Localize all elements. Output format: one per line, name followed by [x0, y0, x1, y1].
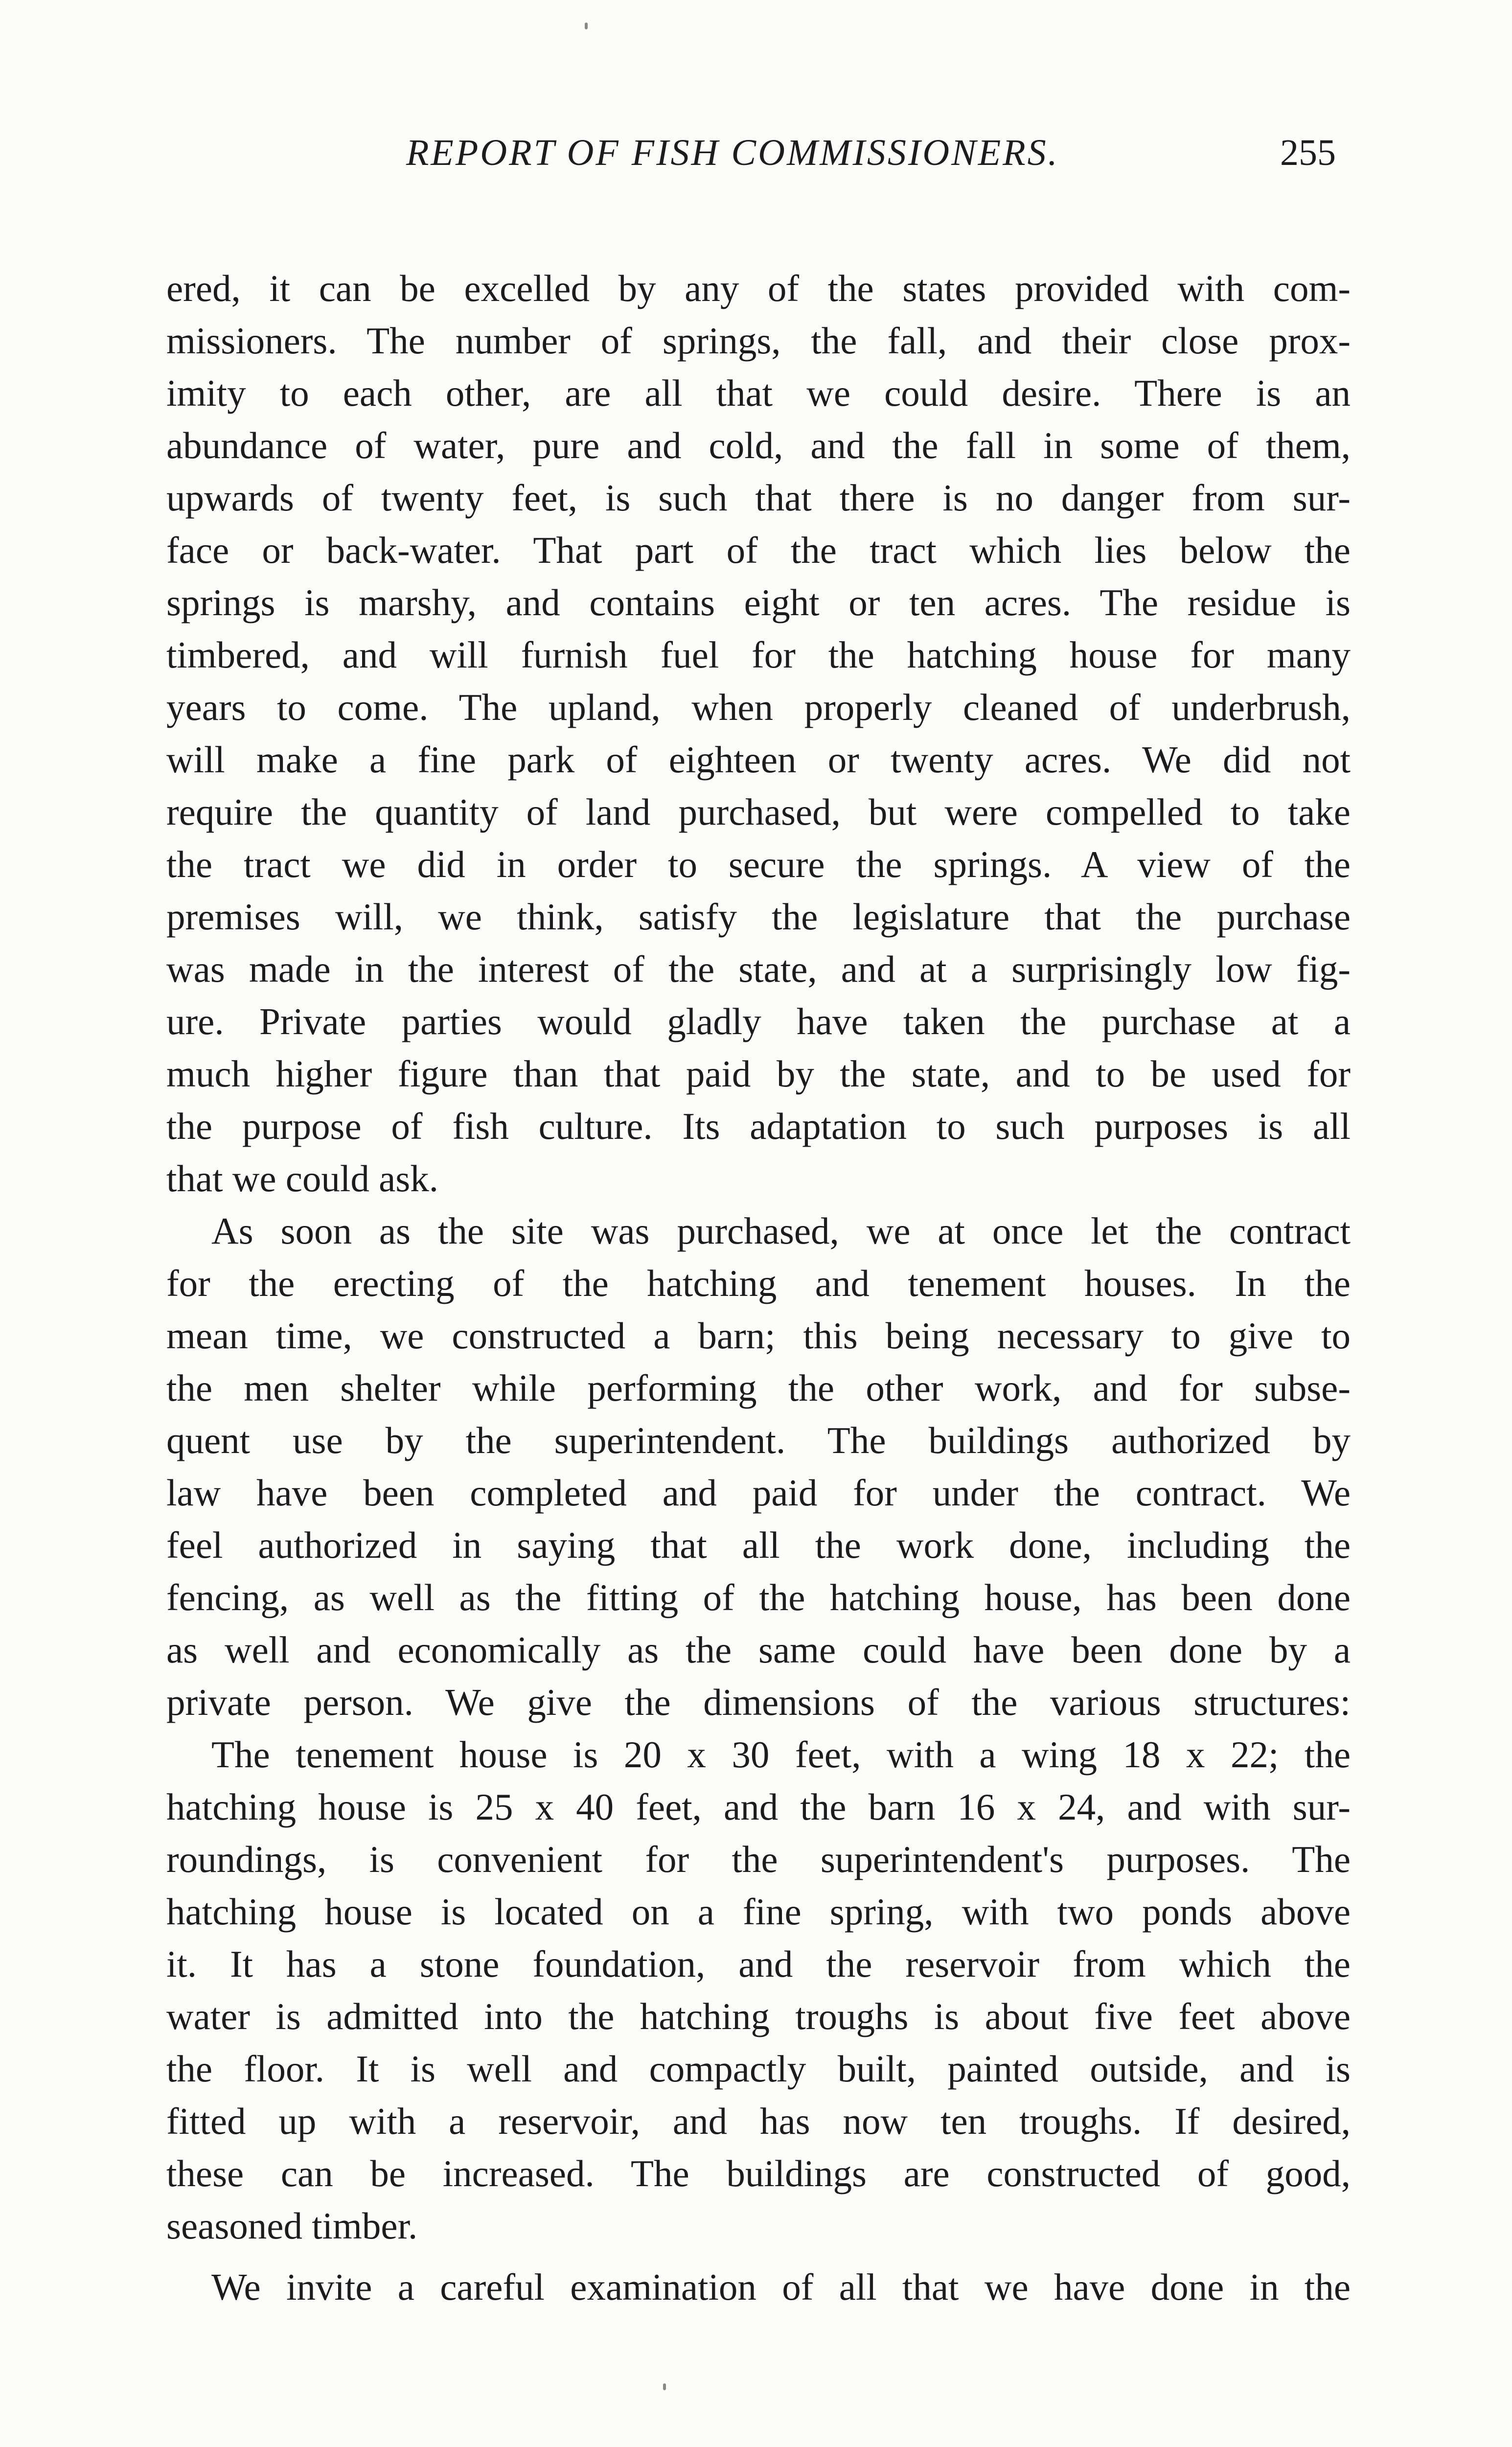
paragraph-2: [166, 1205, 1351, 1729]
text-line: much higher figure than that paid by the state, and to be used for: [166, 1053, 1351, 1095]
text-line: hatching house is 25 x 40 feet, and the barn 16 x 24, and with sur-: [166, 1786, 1351, 1828]
text-line: years to come. The upland, when properly cleaned of underbrush,: [166, 686, 1351, 728]
text-line: these can be increased. The buildings are constructed of good,: [166, 2152, 1351, 2194]
text-line: water is admitted into the hatching troughs is about five feet above: [166, 1995, 1351, 2037]
page-number: 255: [1280, 132, 1336, 173]
text-line: law have been completed and paid for under the contract. We: [166, 1472, 1351, 1514]
running-head: REPORT OF FISH COMMISSIONERS.: [406, 132, 1059, 173]
text-line: premises will, we think, satisfy the legislature that the purchase: [166, 896, 1351, 938]
text-line: the purpose of fish culture. Its adaptation to such purposes is all: [166, 1105, 1351, 1147]
text-line: timbered, and will furnish fuel for the hatching house for many: [166, 634, 1351, 676]
text-line: imity to each other, are all that we could desire. There is an: [166, 372, 1351, 414]
text-line: ure. Private parties would gladly have taken the purchase at a: [166, 1000, 1351, 1042]
text-line: hatching house is located on a fine spring, with two ponds above: [166, 1891, 1351, 1933]
print-speck: [585, 23, 588, 29]
text-line: the tract we did in order to secure the springs. A view of the: [166, 843, 1351, 885]
text-line: for the erecting of the hatching and tenement houses. In the: [166, 1262, 1351, 1304]
text-line: will make a fine park of eighteen or twenty acres. We did not: [166, 739, 1351, 781]
text-line: springs is marshy, and contains eight or ten acres. The residue is: [166, 581, 1351, 623]
text-line: as well and economically as the same could have been done by a: [166, 1629, 1351, 1671]
text-line: it. It has a stone foundation, and the reservoir from which the: [166, 1943, 1351, 1985]
text-line: fencing, as well as the fitting of the hatching house, has been done: [166, 1576, 1351, 1618]
text-line: missioners. The number of springs, the fall, and their close prox-: [166, 320, 1351, 362]
text-line: require the quantity of land purchased, but were compelled to take: [166, 791, 1351, 833]
text-line: the floor. It is well and compactly built, painted outside, and is: [166, 2048, 1351, 2090]
paragraph-1: [166, 262, 1351, 1205]
text-line: roundings, is convenient for the superintendent's purposes. The: [166, 1838, 1351, 1880]
text-line: feel authorized in saying that all the work done, including the: [166, 1524, 1351, 1566]
paragraph-3: [166, 1729, 1351, 2252]
print-speck: [663, 2383, 666, 2390]
text-line: upwards of twenty feet, is such that there is no danger from sur-: [166, 477, 1351, 519]
body-text: [166, 262, 1351, 2313]
page-header: [406, 123, 1336, 182]
text-line: abundance of water, pure and cold, and the fall in some of them,: [166, 424, 1351, 466]
text-line: that we could ask.: [166, 1157, 438, 1200]
text-line: mean time, we constructed a barn; this being necessary to give to: [166, 1315, 1351, 1357]
text-line: private person. We give the dimensions of the various structures:: [166, 1681, 1351, 1723]
text-line: As soon as the site was purchased, we at once let the contract: [211, 1210, 1351, 1252]
text-line: We invite a careful examination of all that we have done in the: [211, 2266, 1351, 2308]
paragraph-4: [166, 2261, 1351, 2313]
text-line: the men shelter while performing the other work, and for subse-: [166, 1367, 1351, 1409]
text-line: The tenement house is 20 x 30 feet, with a wing 18 x 22; the: [211, 1733, 1351, 1776]
text-line: was made in the interest of the state, and at a surprisingly low fig-: [166, 948, 1351, 990]
text-line: fitted up with a reservoir, and has now ten troughs. If desired,: [166, 2100, 1351, 2142]
text-line: ered, it can be excelled by any of the states provided with com-: [166, 267, 1351, 309]
text-line: quent use by the superintendent. The buildings authorized by: [166, 1419, 1351, 1461]
text-line: seasoned timber.: [166, 2205, 418, 2247]
text-line: face or back-water. That part of the tract which lies below the: [166, 529, 1351, 571]
